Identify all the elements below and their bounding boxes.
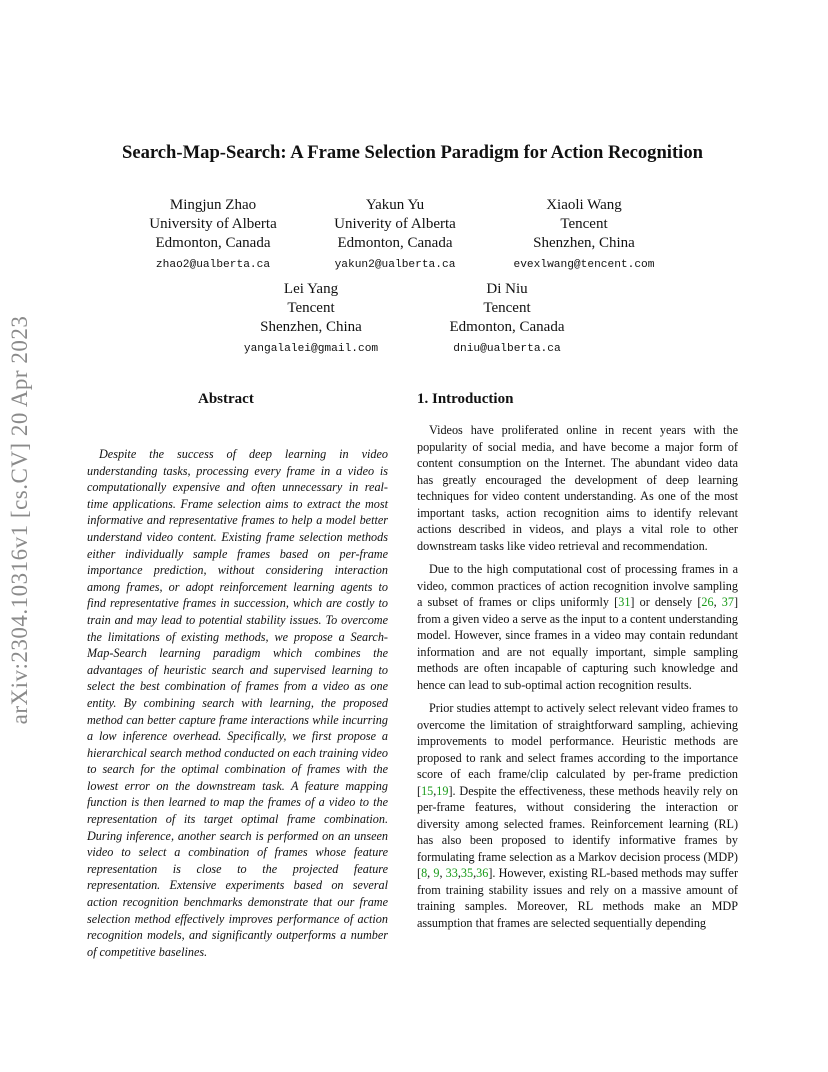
author-block (300, 196, 490, 275)
citation-link[interactable]: 8 (421, 866, 428, 880)
citation-separator: , (439, 866, 446, 880)
author-location: Shenzhen, China (533, 235, 635, 251)
citation-separator: , (713, 595, 722, 609)
paragraph-text: . Despite the effectiveness, these methods heavily rely on per-frame features, without considering the interaction or diversity among selected frames. Reinforcement learning (RL) has also been proposed to identify informative frames by formulating frame selection as a Markov decision process (MDP) (417, 783, 738, 864)
paragraph-text: Prior studies attempt to actively select relevant video frames to overcome the limitation of straightforward sampling, achieving improvements to model performance. Heuristic methods are proposed to rank and select frames according to the importance score of each frame/clip calculated by per-frame prediction (417, 701, 738, 781)
introduction-body (417, 422, 738, 938)
author-affiliation: Tencent (287, 300, 335, 316)
intro-paragraph (417, 561, 738, 693)
author-name: Yakun Yu (365, 197, 425, 213)
citation-link[interactable]: 36 (476, 866, 489, 880)
abstract-body: Despite the success of deep learning in video understanding tasks, processing every frame in a video is computationally expensive and often unnecessary in real-time applications. Frame selection aims to extract the most informative and representative frames to help a model better understand video content. Existing frame selection methods either individually sample frames based on per-frame importance prediction, without considering interaction among frames, or adopt reinforcement learning agents to find representative frames in succession, which are costly to train and may lead to potential stability issues. To overcome the limitations of existing methods, we propose a Search-Map-Search learning paradigm which combines the advantages of heuristic search and supervised learning to select the best combination of frames from a video as one entity. By combining search with learning, the proposed method can better capture frame interactions while incurring a low inference overhead. Specifically, we first propose a hierarchical search method conducted on each training video to search for the optimal combination of frames with the lowest error on the downstream task. A feature mapping function is then learned to map the frames of a video to the representation of its target optimal frame combination. During inference, another search is performed on an unseen video to select a combination of frames whose feature representation is close to the projected feature representation. Extensive experiments based on several action recognition benchmarks demonstrate that our frame selection method effectively improves performance of action recognition models, and significantly outperforms a number of competitive baselines. (87, 447, 388, 959)
introduction-heading: 1. Introduction (417, 391, 514, 407)
author-block (216, 280, 406, 359)
paragraph-text: . However, existing RL-based methods may suffer from training stability issues and rely on a massive amount of training samples. Moreover, RL methods make an MDP assumption that frames are selected sequentially depending (417, 866, 739, 930)
citation-link[interactable]: 15 (421, 783, 434, 798)
citation-bracket: ] (630, 595, 635, 609)
paragraph-text: or densely (634, 595, 698, 609)
author-block (118, 196, 308, 275)
author-name: Xiaoli Wang (546, 197, 622, 213)
citation-bracket: [ (417, 866, 422, 880)
citation-separator: , (457, 866, 461, 880)
citation-link[interactable]: 9 (433, 866, 440, 880)
author-location: Edmonton, Canada (155, 235, 271, 251)
paragraph-text: from a given video a serve as the input to a content understanding model. However, since frames in a video may contain redundant information and are not equally important, simple sampling methods are often incapable of capturing such knowledge and hence can lead to sub-optimal action recognition results. (417, 611, 738, 692)
author-block (489, 196, 679, 275)
citation-link[interactable]: 35 (460, 866, 474, 880)
author-affiliation: University of Alberta (149, 216, 277, 232)
citation-bracket: ] (448, 783, 453, 798)
author-email[interactable]: zhao2@ualberta.ca (155, 259, 271, 271)
citation-bracket: [ (417, 783, 422, 798)
author-name: Di Niu (486, 281, 528, 297)
citation-link[interactable]: 33 (445, 866, 458, 880)
author-name: Lei Yang (283, 281, 339, 297)
citation-link[interactable]: 37 (721, 595, 734, 609)
author-name: Mingjun Zhao (169, 197, 257, 213)
citation-bracket: [ (614, 595, 619, 609)
paper-title: Search-Map-Search: A Frame Selection Paradigm for Action Recognition (122, 142, 703, 163)
citation-bracket: ] (488, 866, 493, 880)
citation-separator: , (473, 866, 477, 880)
citation-separator: , (433, 783, 437, 798)
abstract-heading: Abstract (198, 391, 254, 407)
citation-bracket: ] (733, 595, 739, 609)
paragraph-text: Due to the high computational cost of processing frames in a video, common practices of action recognition involve sampling a subset of frames or clips uniformly (417, 562, 738, 609)
author-location: Edmonton, Canada (337, 235, 453, 251)
intro-paragraph (417, 700, 738, 931)
citation-bracket: [ (697, 595, 702, 609)
author-affiliation: Tencent (483, 300, 531, 316)
arxiv-id-text: arXiv:2304.10316v1 [cs.CV] 20 Apr 2023 (7, 315, 32, 725)
author-email[interactable]: yangalalei@gmail.com (243, 343, 379, 355)
author-affiliation: Tencent (560, 216, 608, 232)
citation-link[interactable]: 31 (618, 595, 631, 609)
intro-paragraph: Videos have proliferated online in recent years with the popularity of social media, and have become a major form of content consumption on the Internet. The abundant video data has greatly encouraged the development of deep learning techniques for video content understanding. As one of the most important tasks, action recognition aims to identify relevant actions described in videos, and plays a vital role to other downstream tasks like video retrieval and recommendation. (417, 423, 738, 553)
citation-link[interactable]: 19 (436, 783, 449, 798)
citation-separator: , (427, 866, 434, 880)
author-location: Edmonton, Canada (449, 319, 565, 335)
author-block (412, 280, 602, 359)
author-affiliation: Univerity of Alberta (334, 216, 456, 232)
citation-link[interactable]: 26 (701, 595, 714, 609)
author-email[interactable]: dniu@ualberta.ca (453, 343, 561, 355)
author-location: Shenzhen, China (260, 319, 362, 335)
author-email[interactable]: evexlwang@tencent.com (513, 259, 655, 271)
author-email[interactable]: yakun2@ualberta.ca (334, 259, 456, 271)
